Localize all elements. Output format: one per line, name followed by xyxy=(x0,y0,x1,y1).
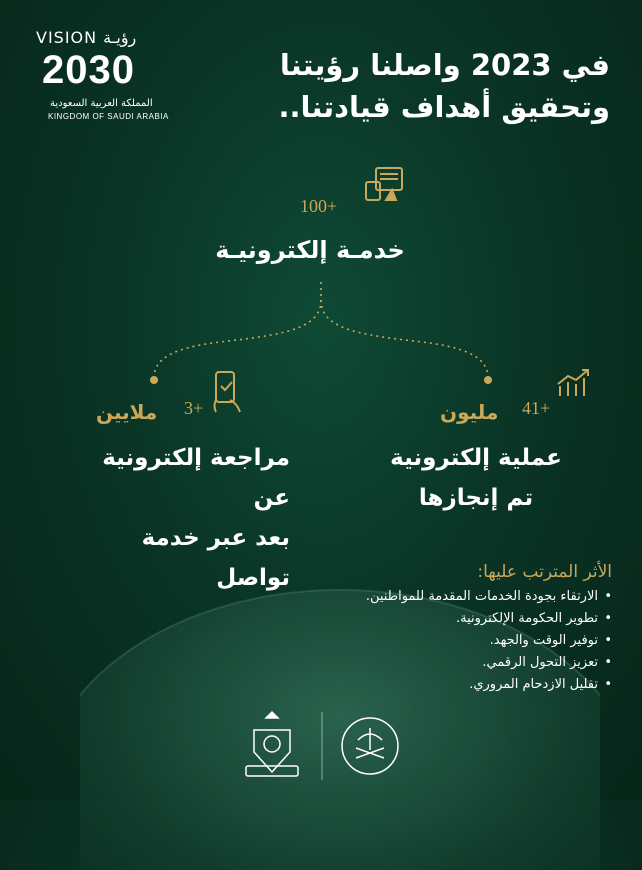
headline-line-2: وتحقيق أهداف قيادتنا.. xyxy=(278,90,610,124)
vision-year: 2030 xyxy=(42,48,135,92)
footer-emblems xyxy=(232,706,412,786)
right-desc-line-1: عملية إلكترونية xyxy=(390,445,562,471)
right-stat-count: 41+ xyxy=(522,398,551,418)
impact-section xyxy=(282,562,612,696)
left-stat-count: 3+ xyxy=(184,398,204,418)
branch-connector xyxy=(140,280,502,390)
impact-title: الأثر المترتب عليها: xyxy=(477,562,612,582)
vision-en: VISION xyxy=(36,28,98,47)
ministry-emblem-icon xyxy=(342,718,398,774)
left-desc-line-1: مراجعة إلكترونية عن xyxy=(102,445,290,511)
impact-item: • الارتقاء بجودة الخدمات المقدمة للمواطنين. xyxy=(282,586,612,608)
left-stat-description xyxy=(60,438,290,598)
headline-line-1: في 2023 واصلنا رؤيتنا xyxy=(279,48,610,82)
right-stat-description xyxy=(360,438,592,518)
impact-list xyxy=(282,586,612,696)
left-stat-unit: ملايين xyxy=(96,400,158,424)
left-desc-line-2: بعد عبر خدمة تواصل xyxy=(141,525,290,591)
impact-item: • تقليل الازدحام المروري. xyxy=(282,674,612,696)
vision-ar: رؤيـة xyxy=(103,28,137,47)
right-stat-unit: مليون xyxy=(440,400,499,424)
headline xyxy=(190,44,610,128)
top-stat-label: خدمـة إلكترونيـة xyxy=(215,236,405,264)
right-desc-line-2: تم إنجازها xyxy=(418,485,534,511)
vision-2030-logo xyxy=(36,28,176,121)
growth-chart-icon xyxy=(556,368,592,398)
vision-title xyxy=(36,28,136,47)
vision-country-ar: المملكة العربية السعودية xyxy=(50,98,153,109)
impact-item: • تعزيز التحول الرقمي. xyxy=(282,652,612,674)
traffic-emblem-icon xyxy=(246,712,298,776)
check-phone-icon xyxy=(210,370,244,414)
top-stat-count: 100+ xyxy=(300,196,338,216)
impact-item: • توفير الوقت والجهد. xyxy=(282,630,612,652)
vision-country-en: KINGDOM OF SAUDI ARABIA xyxy=(48,112,169,121)
impact-item: • تطوير الحكومة الإلكترونية. xyxy=(282,608,612,630)
eservice-icon xyxy=(362,166,406,202)
